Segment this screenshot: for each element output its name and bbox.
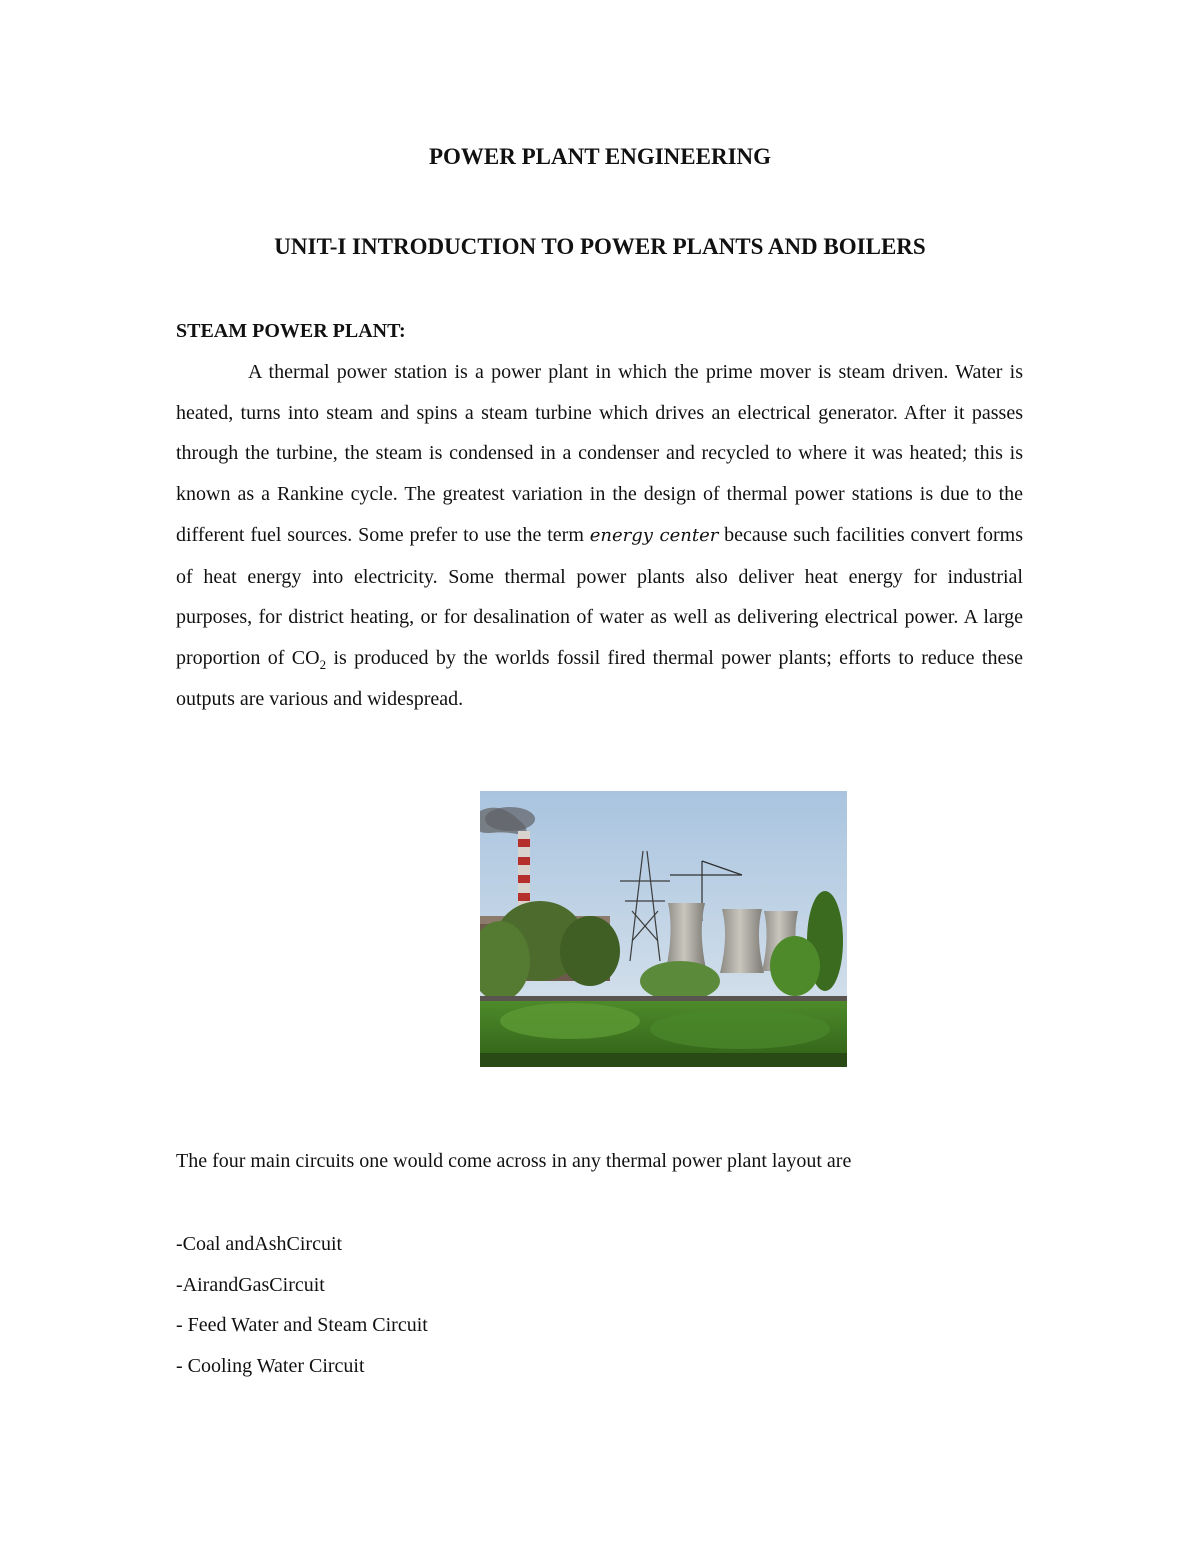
body-paragraph	[176, 352, 1023, 719]
paragraph-text-part3: is produced by the worlds fossil fired thermal power plants; efforts to reduce these outputs are various and widespread.	[176, 646, 1023, 710]
co2-subscript: 2	[319, 656, 327, 672]
list-item: -Coal andAshCircuit	[176, 1233, 343, 1255]
document-title: POWER PLANT ENGINEERING	[428, 144, 772, 169]
paragraph-text-part2: because such facilities convert forms of heat energy into electricity. Some thermal power plants also deliver heat energy for industrial purposes, for district heating, or for desalination of water as well as delivering electrical power. A large proportion of CO	[176, 523, 1023, 669]
paragraph-emphasis: energy center	[589, 524, 719, 546]
list-item: - Feed Water and Steam Circuit	[176, 1314, 428, 1337]
unit-title: UNIT-I INTRODUCTION TO POWER PLANTS AND BOILERS	[274, 234, 926, 259]
list-item: - Cooling Water Circuit	[176, 1355, 365, 1378]
paragraph-text-part1: A thermal power station is a power plant in which the prime mover is steam driven. Water is heated, turns into steam and spins a steam turbine which drives an electrical generator. After it passes through the turbine, the steam is condensed in a condenser and recycled to where it was heated; this is known as a Rankine cycle. The greatest variation in the design of thermal power stations is due to the different fuel sources. Some prefer to use the term	[176, 361, 1023, 546]
section-heading: STEAM POWER PLANT:	[176, 320, 406, 342]
list-item: -AirandGasCircuit	[176, 1273, 325, 1296]
circuits-intro: The four main circuits one would come across in any thermal power plant layout are	[176, 1150, 852, 1172]
thermal-power-plant-photo	[480, 791, 847, 1067]
circuit-list	[176, 1230, 428, 1393]
